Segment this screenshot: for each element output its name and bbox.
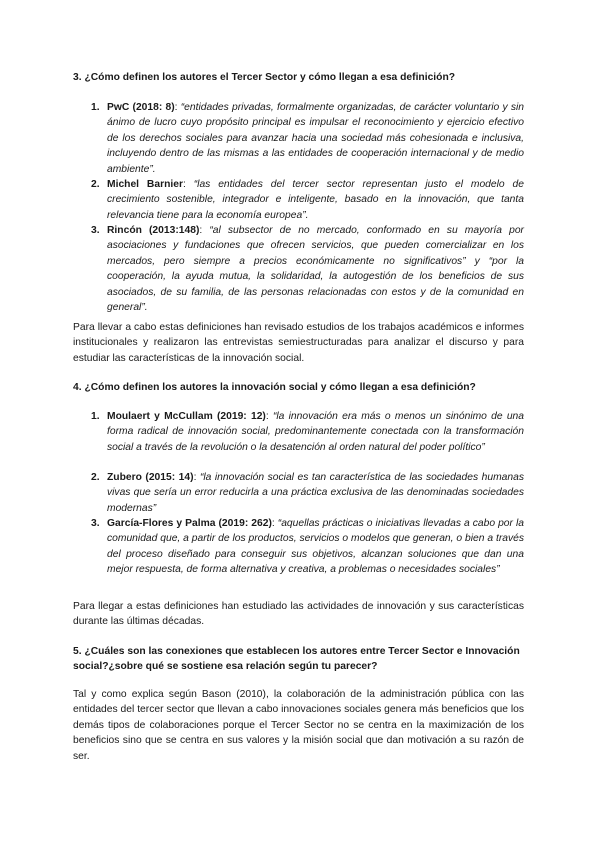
author-citation: Michel Barnier — [107, 179, 183, 190]
author-citation: García-Flores y Palma (2019: 262) — [107, 518, 272, 529]
list-number: 1. — [91, 102, 100, 113]
question-4-heading: 4. ¿Cómo definen los autores la innovación social y cómo llegan a esa definición? — [73, 382, 476, 393]
definition-quote: “la innovación social es tan característica de las sociedades humanas vivas que sería un error reducirla a una práctica exclusiva de las denominadas sociedades modernas” — [107, 472, 524, 514]
author-citation: Zubero (2015: 14) — [107, 472, 194, 483]
separator: : — [199, 225, 210, 236]
q3-paragraph: Para llevar a cabo estas definiciones han revisado estudios de los trabajos académicos e informes institucionales y realizaron las entrevistas semiestructuradas para analizar el discurso y para estudiar las características de la innovación social. — [73, 322, 524, 364]
separator: : — [265, 411, 273, 422]
question-5-heading: 5. ¿Cuáles son las conexiones que establecen los autores entre Tercer Sector e Innovación social?¿sobre qué se sostiene esa relación según tu parecer? — [73, 646, 520, 673]
author-citation: Moulaert y McCullam (2019: 12) — [107, 411, 266, 422]
definition-quote: “entidades privadas, formalmente organizadas, de carácter voluntario y sin ánimo de lucro cuyo propósito principal es impulsar el reconocimiento y ejercicio efectivo de los derechos sociales para avanzar hacia una sociedad más cohesionada e inclusiva, incluyendo dentro de las mismas a las entidades de cooperación internacional y de medio ambiente”. — [107, 102, 524, 175]
list-number: 2. — [91, 472, 100, 483]
q4-paragraph: Para llegar a estas definiciones han estudiado las actividades de innovación y sus características durante las últimas décadas. — [73, 601, 524, 628]
definition-quote: “la innovación era más o menos un sinónimo de una forma radical de innovación social, predominantemente conectada con la transformación social a través de la revolución o la desatención al orden natural del poder político” — [107, 411, 525, 453]
question-3-heading: 3. ¿Cómo definen los autores el Tercer Sector y cómo llegan a esa definición? — [73, 72, 456, 83]
definition-quote: “aquellas prácticas o iniciativas llevadas a cabo por la comunidad que, a partir de los productos, servicios o modelos que generan, o bien a través del proceso diseñado para conseguir sus objetivos, alcanzan soluciones que dan una mejor respuesta, de forma alternativa y creativa, a problemas o necesidades sociales” — [107, 518, 524, 576]
q3-item-3 — [93, 223, 524, 315]
author-citation: Rincón (2013:148) — [107, 225, 200, 236]
q3-item-1 — [93, 100, 524, 177]
q4-item-2 — [93, 470, 524, 516]
q3-definitions-list — [93, 100, 524, 315]
q3-item-2 — [93, 177, 524, 223]
q4-definitions-list — [93, 409, 524, 578]
separator: : — [271, 518, 278, 529]
q5-paragraph: Tal y como explica según Bason (2010), la colaboración de la administración pública con las entidades del tercer sector que llevan a cabo innovaciones sociales genera más beneficios que los demás tipos de colaboraciones porque el Tercer Sector no se centra en la maximización de los beneficios sino que se centra en sus valores y la misión social que dan motivación a su razón de ser. — [73, 689, 524, 762]
separator: : — [193, 472, 200, 483]
author-citation: PwC (2018: 8) — [107, 102, 175, 113]
separator: : — [174, 102, 181, 113]
list-number: 1. — [91, 411, 100, 422]
list-number: 3. — [91, 518, 100, 529]
q4-item-1 — [93, 409, 524, 470]
list-number: 3. — [91, 225, 100, 236]
separator: : — [182, 179, 194, 190]
definition-quote: “al subsector de no mercado, conformado en su mayoría por asociaciones y fundaciones que ofrecen servicios, que pueden comercializar en los mercados, pero siempre a precios económicamente no significativos” y “por la cooperación, la ayuda mutua, la solidaridad, la autogestión de los beneficios de sus asociados, de su familia, de las personas relacionadas con estos y de la comunidad en general”. — [107, 225, 524, 314]
q4-item-3 — [93, 516, 524, 578]
definition-quote: “las entidades del tercer sector representan justo el modelo de crecimiento sostenible, integrador e inteligente, basado en la innovación, que tanta relevancia tiene para la economía europea”. — [107, 179, 524, 221]
list-number: 2. — [91, 179, 100, 190]
